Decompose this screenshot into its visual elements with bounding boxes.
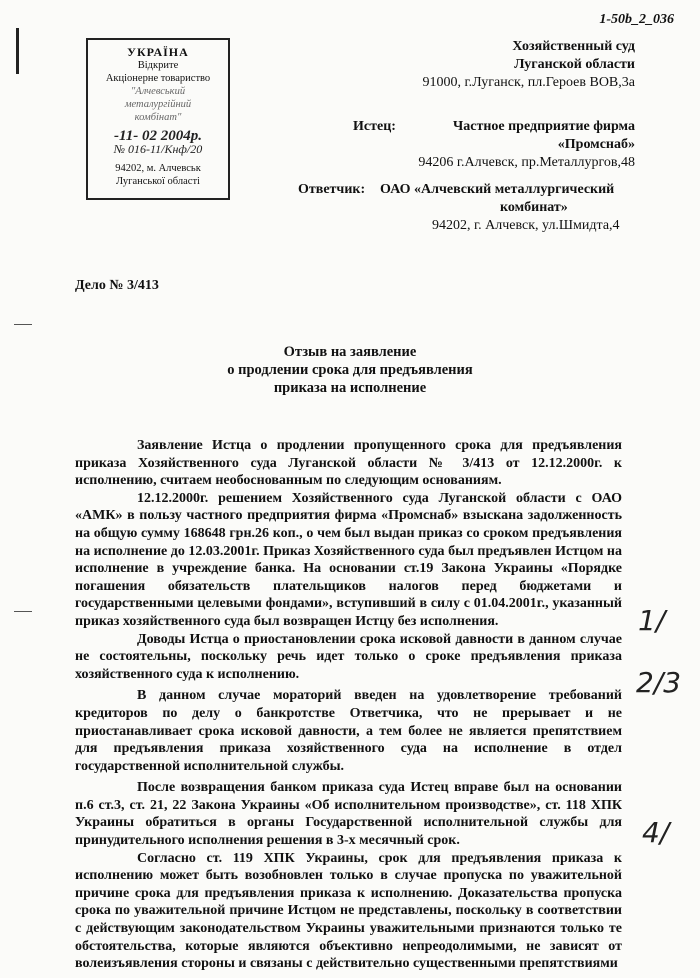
stamp-country: УКРАЇНА (127, 45, 189, 59)
plaintiff-address: 94206 г.Алчевск, пр.Металлургов,48 (418, 155, 635, 170)
defendant-block (380, 181, 642, 235)
stamp-number: № 016-11/Кнф/20 (113, 142, 203, 156)
plaintiff-name: Частное предприятие фирма (452, 119, 635, 134)
case-number: Дело № 3/413 (75, 278, 159, 293)
title-line: Отзыв на заявление (283, 344, 417, 360)
document-body (75, 437, 622, 973)
title-line: приказа на исполнение (273, 380, 427, 396)
paragraph: Заявление Истца о продлении пропущенного срока для предъявления приказа Хозяйственного суда Луганской области № 3/413 от 12.12.2000г. к исполнению, считаем необоснованным по следующим основаниям. (75, 438, 622, 489)
defendant-address: 94202, г. Алчевск, ул.Шмидта,4 (432, 218, 620, 233)
paragraph: В данном случае мораторий введен на удовлетворение требований кредиторов по делу о банкротстве Ответчика, что не прерывает и не приостанавливает срока исковой давности, а тем более не является препятствием для предъявления приказа хозяйственного суда на исполнение в отдел государственной исполнительной службы. (75, 688, 622, 774)
margin-note: 1/ (638, 604, 666, 637)
defendant-label: Ответчик: (298, 182, 366, 197)
defendant-name: ОАО «Алчевский металлургический (380, 182, 615, 197)
paragraph: Согласно ст. 119 ХПК Украины, срок для предъявления приказа к исполнению может быть возобновлен только в случае пропуска по уважительной причине срока для предъявления приказа к исполнению. Доказательства пропуска срока по уважительной причине Истцом не представлены, поскольку в соответствии с действующим законодательством Украины уважительными признаются только те обстоятельства, которые являются объективно непреодолимыми, не зависят от волеизъявления стороны и связаны с действительно существенными препятствиями (75, 850, 622, 972)
stamp-line: Акціонерне товариство (105, 73, 211, 84)
stamp-address: 94202, м. Алчевськ (115, 163, 201, 174)
paragraph: Доводы Истца о приостановлении срока исковой давности в данном случае не состоятельны, поскольку речь идет только о сроке предъявления приказа хозяйственного суда к исполнению. (75, 631, 622, 682)
court-name: Луганской области (514, 57, 635, 72)
paragraph: 12.12.2000г. решением Хозяйственного суда Луганской области с ОАО «АМК» в пользу частного предприятия фирма «Промснаб» взыскана задолженность на общую сумму 168648 грн.26 коп., о чем был выдан приказ со сроком предъявления на исполнение до 12.03.2001г. Приказ Хозяйственного суда был предъявлен Истцом на исполнение в учреждение банка. На основании ст.19 Закона Украины «Порядке погашения обязательств плательщиков налогов перед бюджетами и государственными целевыми фондами», вступивший в силу с 01.04.2001г., указанный приказ хозяйственного суда был возвращен Истцу без исполнения. (75, 490, 622, 629)
stamp-line: "Алчевський (130, 86, 186, 97)
plaintiff-block (400, 118, 635, 172)
court-address: 91000, г.Луганск, пл.Героев ВОВ,3а (422, 75, 635, 90)
scan-tick-mark (14, 611, 32, 612)
stamp-line: комбінат" (134, 112, 182, 123)
corner-stamp (86, 38, 230, 200)
margin-note: 4/ (642, 816, 670, 849)
plaintiff-label: Истец: (353, 119, 396, 134)
defendant-name: комбинат» (500, 200, 568, 215)
paragraph: После возвращения банком приказа суда Истец вправе был на основании п.6 ст.3, ст. 21, 22 Закона Украины «Об исполнительном производстве», ст. 118 ХПК Украины обратиться в органы Государственной исполнительной службы для принудительного исполнения решения в 3-х месячный срок. (75, 780, 622, 849)
document-title (0, 343, 700, 397)
stamp-address: Луганської області (116, 176, 200, 187)
court-name: Хозяйственный суд (512, 39, 635, 54)
document-reference: 1-50b_2_036 (599, 12, 674, 27)
margin-note: 2/3 (636, 666, 682, 699)
stamp-line: Відкрите (137, 60, 179, 71)
scan-margin-mark (16, 28, 19, 74)
stamp-date: -11- 02 2004р. (114, 128, 202, 144)
title-line: о продлении срока для предъявления (227, 362, 473, 378)
court-block (410, 38, 635, 92)
stamp-line: металургійний (124, 99, 192, 110)
scan-tick-mark (14, 324, 32, 325)
plaintiff-name: «Промснаб» (557, 137, 635, 152)
